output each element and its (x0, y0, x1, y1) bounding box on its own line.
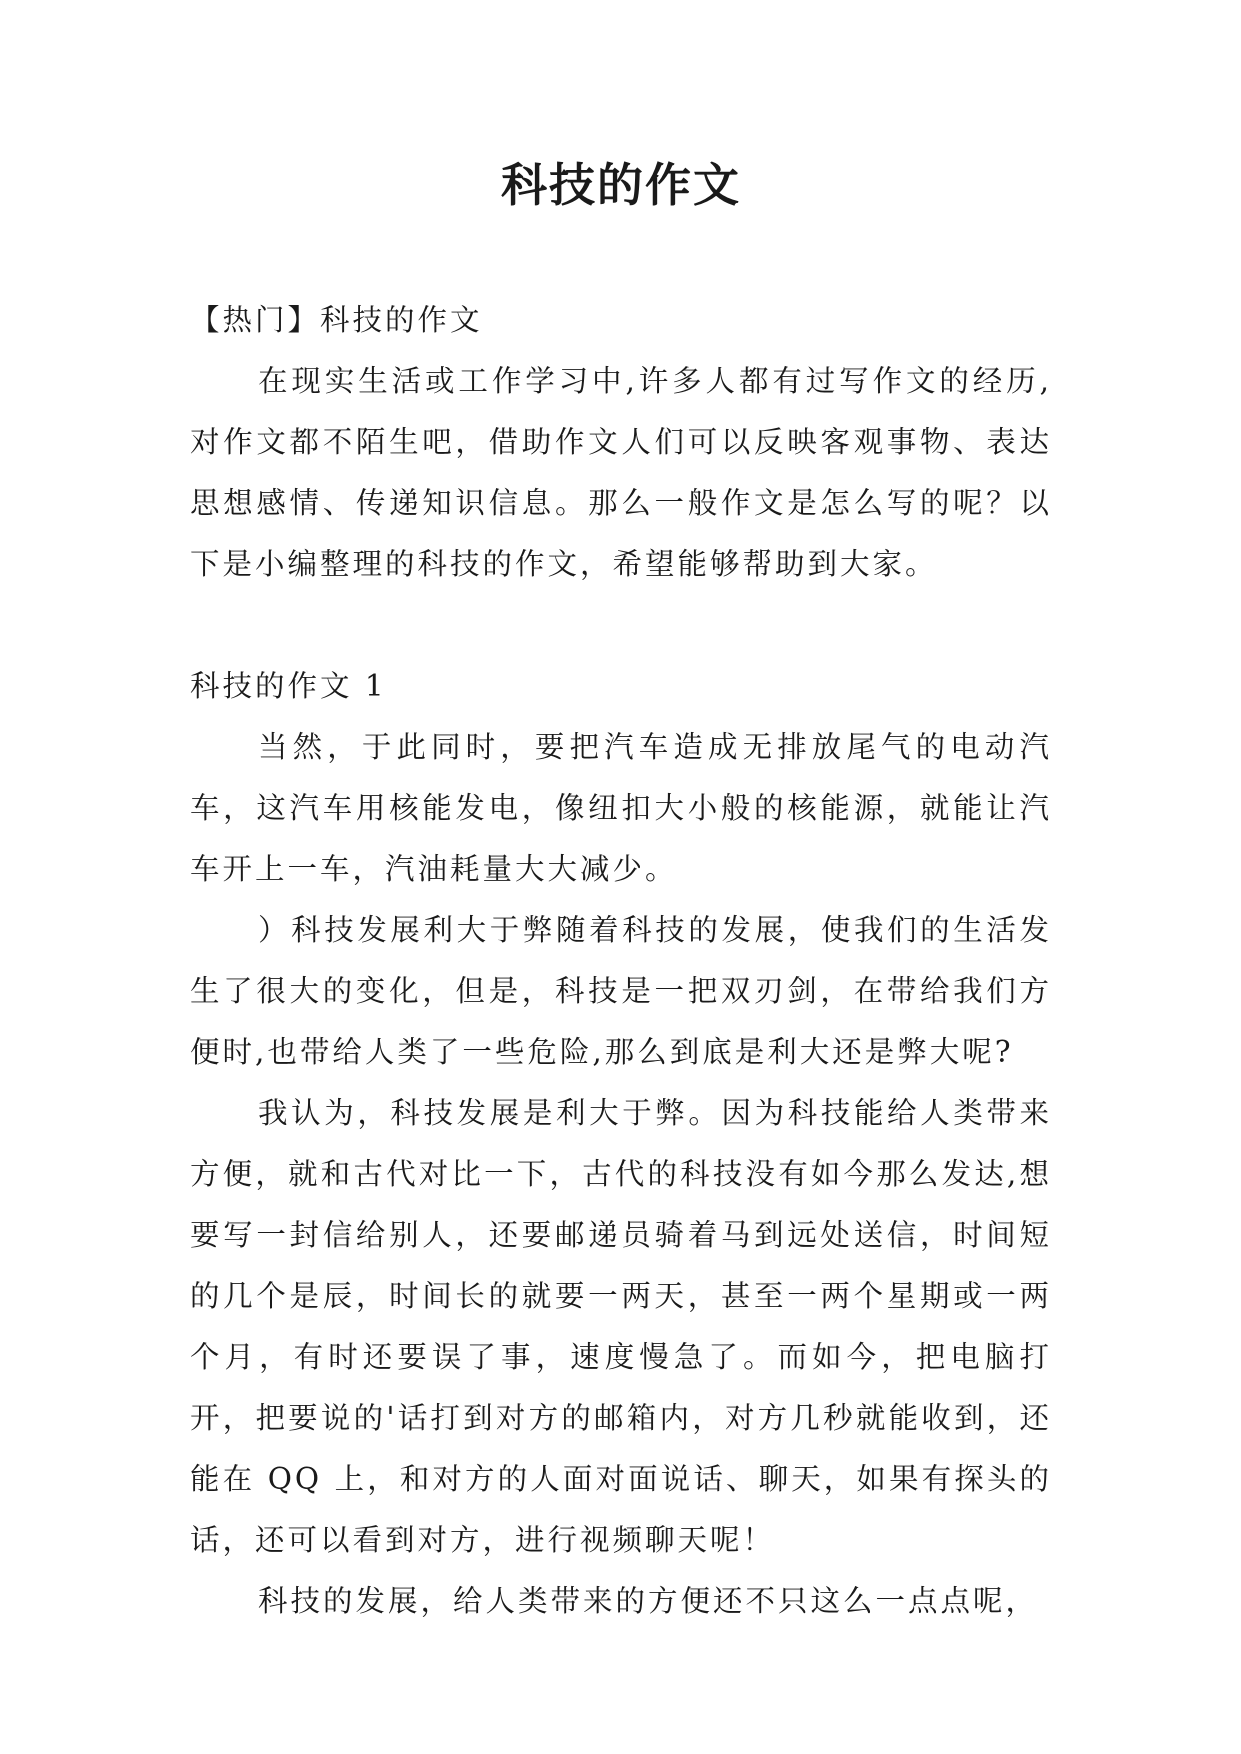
intro-paragraph: 在现实生活或工作学习中,许多人都有过写作文的经历,对作文都不陌生吧，借助作文人们可以反映客观事物、表达思想感情、传递知识信息。那么一般作文是怎么写的呢？以下是小编整理的科技的作文，希望能够帮助到大家。 (190, 364, 1052, 581)
body-paragraph-3: 我认为，科技发展是利大于弊。因为科技能给人类带来方便，就和古代对比一下，古代的科技没有如今那么发达,想要写一封信给别人，还要邮递员骑着马到远处送信，时间短的几个是辰，时间长的就要一两天，甚至一两个星期或一两个月，有时还要误了事，速度慢急了。而如今，把电脑打开，把要说的'话打到对方的邮箱内，对方几秒就能收到，还能在 QQ 上，和对方的人面对面说话、聊天，如果有探头的话，还可以看到对方，进行视频聊天呢！ (190, 1096, 1052, 1557)
document-page (190, 0, 1052, 1754)
body-paragraph-4: 科技的发展，给人类带来的方便还不只这么一点点呢， (258, 1584, 1039, 1618)
paragraph-spacer (190, 595, 1052, 656)
intro-heading: 【热门】科技的作文 (190, 303, 483, 337)
section-heading: 科技的作文 1 (190, 669, 387, 703)
body-paragraph-2: ）科技发展利大于弊随着科技的发展，使我们的生活发生了很大的变化，但是，科技是一把双刃剑，在带给我们方便时,也带给人类了一些危险,那么到底是利大还是弊大呢? (190, 913, 1052, 1069)
document-title: 科技的作文 (501, 158, 741, 212)
document-body (190, 290, 1052, 1632)
body-paragraph-1: 当然，于此同时，要把汽车造成无排放尾气的电动汽车，这汽车用核能发电，像纽扣大小般的核能源，就能让汽车开上一车，汽油耗量大大减少。 (190, 730, 1052, 886)
